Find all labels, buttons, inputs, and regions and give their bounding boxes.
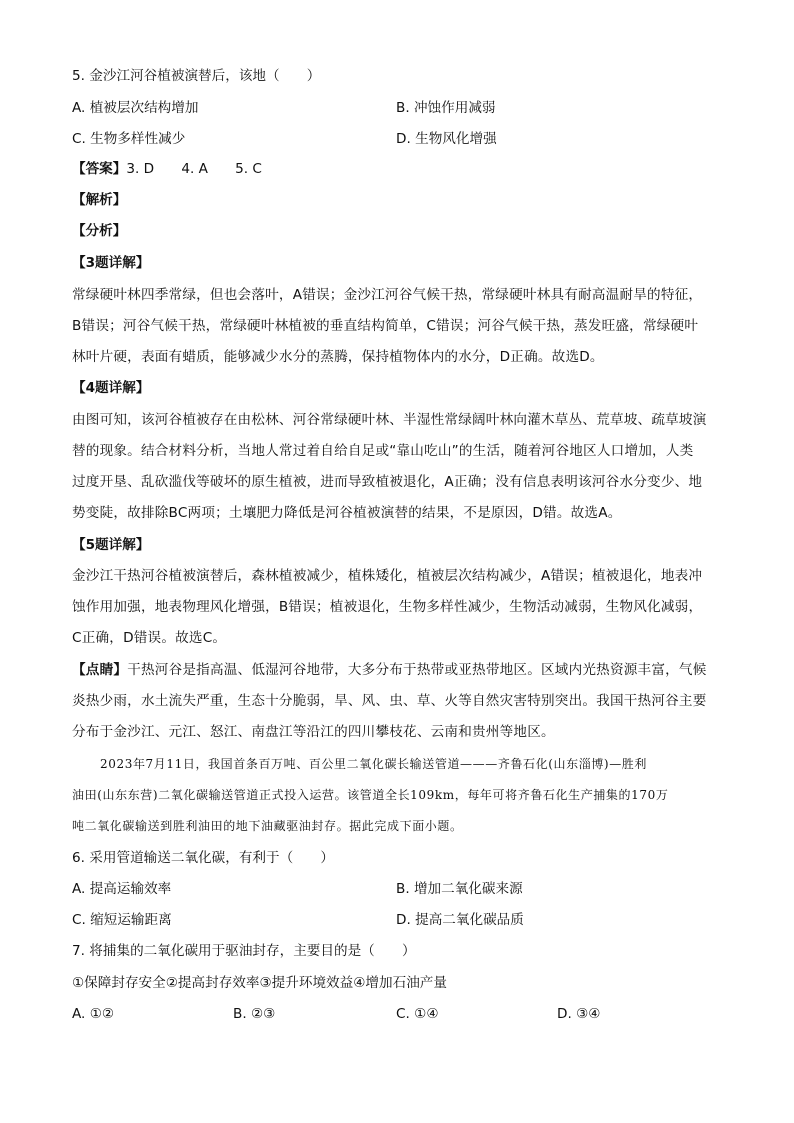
detail-4-tag: 【4题详解】	[72, 380, 150, 396]
answer-tag: 【答案】	[72, 161, 127, 177]
material-line: 2023年7月11日，我国首条百万吨、百公里二氧化碳长输送管道———齐鲁石化(山东淄博)—胜利	[100, 757, 648, 771]
q6-option-b: B. 增加二氧化碳来源	[396, 881, 523, 897]
detail-3-line: 林叶片硬，表面有蜡质，能够减少水分的蒸腾，保持植物体内的水分，D正确。故选D。	[72, 349, 604, 365]
dianjing-text: 干热河谷是指高温、低湿河谷地带，大多分布于热带或亚热带地区。区域内光热资源丰富，气候	[127, 662, 707, 678]
q6-option-d: D. 提高二氧化碳品质	[396, 912, 524, 928]
answer-line	[72, 159, 722, 179]
q5-option-d: D. 生物风化增强	[396, 131, 497, 147]
dianjing-tag: 【点睛】	[72, 662, 128, 678]
detail-5-line: 金沙江干热河谷植被演替后，森林植被减少，植株矮化，植被层次结构减少，A错误；植被退化，地表冲	[72, 568, 703, 584]
question-7-stem: 7. 将捕集的二氧化碳用于驱油封存，主要目的是（ ）	[72, 943, 416, 959]
answer-text: 3. D 4. A 5. C	[126, 161, 262, 177]
material-line: 油田(山东东营)二氧化碳输送管道正式投入运营。该管道全长109km，每年可将齐鲁石化生产捕集的170万	[72, 788, 669, 802]
q5-option-b: B. 冲蚀作用减弱	[396, 100, 496, 116]
detail-3-tag: 【3题详解】	[72, 255, 150, 271]
dianjing-line: 分布于金沙江、元江、怒江、南盘江等沿江的四川攀枝花、云南和贵州等地区。	[72, 724, 555, 740]
detail-5-tag: 【5题详解】	[72, 537, 150, 553]
q5-option-c: C. 生物多样性减少	[72, 131, 186, 147]
detail-4-line: 替的现象。结合材料分析，当地人常过着自给自足或“靠山吃山”的生活，随着河谷地区人口增加，人类	[72, 443, 694, 459]
fenxi-tag: 【分析】	[72, 223, 127, 239]
dianjing-line	[72, 660, 722, 680]
detail-4-line: 势变陡，故排除BC两项；土壤肥力降低是河谷植被演替的结果，不是原因，D错。故选A。	[72, 505, 622, 521]
q6-option-c: C. 缩短运输距离	[72, 912, 172, 928]
detail-3-line: B错误；河谷气候干热，常绿硬叶林植被的垂直结构简单，C错误；河谷气候干热，蒸发旺盛，常绿硬叶	[72, 318, 699, 334]
material-line: 吨二氧化碳输送到胜利油田的地下油藏驱油封存。据此完成下面小题。	[72, 819, 463, 833]
question-5-stem: 5. 金沙江河谷植被演替后，该地（ ）	[72, 68, 321, 84]
q7-statements: ①保障封存安全②提高封存效率③提升环境效益④增加石油产量	[72, 975, 447, 991]
detail-4-line: 由图可知，该河谷植被存在由松林、河谷常绿硬叶林、半湿性常绿阔叶林向灌木草丛、荒草坡、疏草坡演	[72, 412, 707, 428]
q7-option-c: C. ①④	[396, 1006, 439, 1022]
detail-4-line: 过度开垦、乱砍滥伐等破坏的原生植被，进而导致植被退化，A正确；没有信息表明该河谷水分变少、地	[72, 474, 703, 490]
analysis-tag: 【解析】	[72, 192, 127, 208]
detail-3-line: 常绿硬叶林四季常绿，但也会落叶，A错误；金沙江河谷气候干热，常绿硬叶林具有耐高温耐旱的特征，	[72, 287, 703, 303]
q5-option-a: A. 植被层次结构增加	[72, 100, 199, 116]
detail-5-line: C正确，D错误。故选C。	[72, 630, 227, 646]
q7-option-d: D. ③④	[557, 1006, 601, 1022]
q7-option-a: A. ①②	[72, 1006, 115, 1022]
q7-option-b: B. ②③	[233, 1006, 276, 1022]
q6-option-a: A. 提高运输效率	[72, 881, 172, 897]
question-6-stem: 6. 采用管道输送二氧化碳，有利于（ ）	[72, 850, 334, 866]
dianjing-line: 炎热少雨，水土流失严重，生态十分脆弱，旱、风、虫、草、火等自然灾害特别突出。我国干热河谷主要	[72, 693, 707, 709]
detail-5-line: 蚀作用加强，地表物理风化增强，B错误；植被退化，生物多样性减少，生物活动减弱，生物风化减弱，	[72, 599, 703, 615]
